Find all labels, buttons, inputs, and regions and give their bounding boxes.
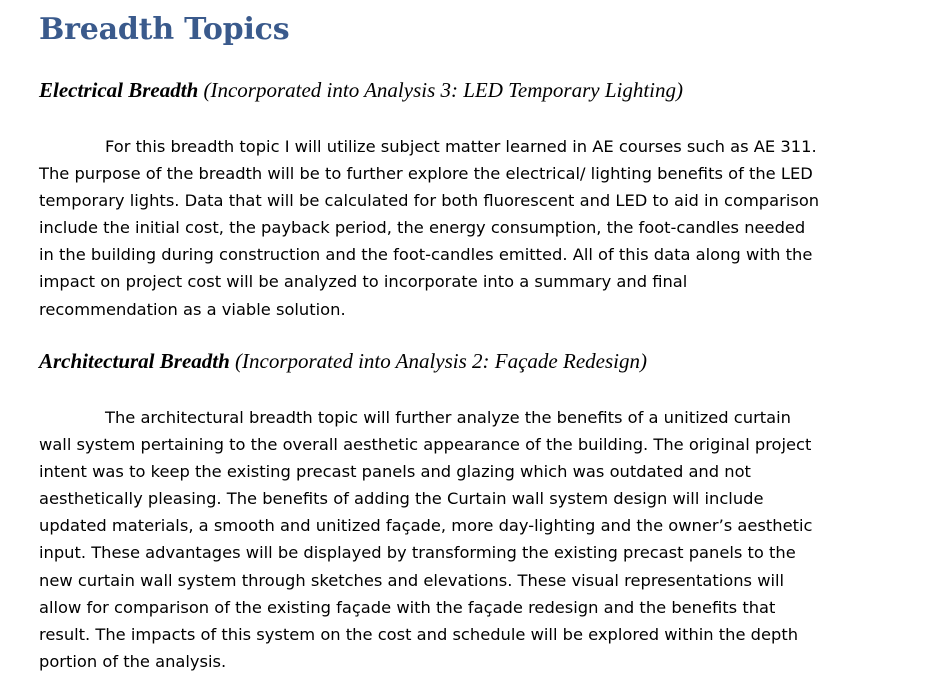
paragraph-line: aesthetically pleasing. The benefits of adding the Curtain wall system design will include	[39, 489, 764, 509]
paragraph-line: include the initial cost, the payback period, the energy consumption, the foot-candles needed	[39, 218, 806, 238]
section-heading-electrical	[39, 78, 683, 103]
paragraph-architectural	[39, 404, 911, 675]
paragraph-line: allow for comparison of the existing façade with the façade redesign and the benefits that	[39, 597, 776, 617]
paragraph-line: The architectural breadth topic will further analyze the benefits of a unitized curtain	[105, 408, 791, 427]
paragraph-line: result. The impacts of this system on the cost and schedule will be explored within the depth	[39, 624, 799, 644]
paragraph-electrical	[39, 133, 911, 323]
section-title: Electrical Breadth	[39, 78, 199, 102]
paragraph-line: portion of the analysis.	[39, 651, 227, 671]
paragraph-line: updated materials, a smooth and unitized façade, more day-lighting and the owner’s aesthetic	[39, 516, 813, 536]
paragraph-line: in the building during construction and the foot-candles emitted. All of this data along with the	[39, 245, 813, 265]
paragraph-line: intent was to keep the existing precast panels and glazing which was outdated and not	[39, 462, 751, 482]
section-subtitle: (Incorporated into Analysis 2: Façade Redesign)	[235, 349, 647, 373]
paragraph-line: The purpose of the breadth will be to further explore the electrical/ lighting benefits of the LED	[39, 164, 813, 184]
section-subtitle: (Incorporated into Analysis 3: LED Temporary Lighting)	[203, 78, 684, 102]
paragraph-line: new curtain wall system through sketches and elevations. These visual representations will	[39, 570, 785, 590]
paragraph-line: recommendation as a viable solution.	[39, 299, 346, 319]
page-title: Breadth Topics	[39, 12, 290, 47]
paragraph-line: impact on project cost will be analyzed to incorporate into a summary and final	[39, 272, 688, 292]
section-title: Architectural Breadth	[39, 349, 230, 373]
paragraph-line: temporary lights. Data that will be calculated for both fluorescent and LED to aid in comparison	[39, 191, 820, 211]
paragraph-line: wall system pertaining to the overall aesthetic appearance of the building. The original project	[39, 435, 812, 455]
paragraph-line: For this breadth topic I will utilize subject matter learned in AE courses such as AE 311.	[105, 137, 817, 156]
section-heading-architectural	[39, 349, 647, 374]
paragraph-line: input. These advantages will be displayed by transforming the existing precast panels to the	[39, 543, 796, 563]
